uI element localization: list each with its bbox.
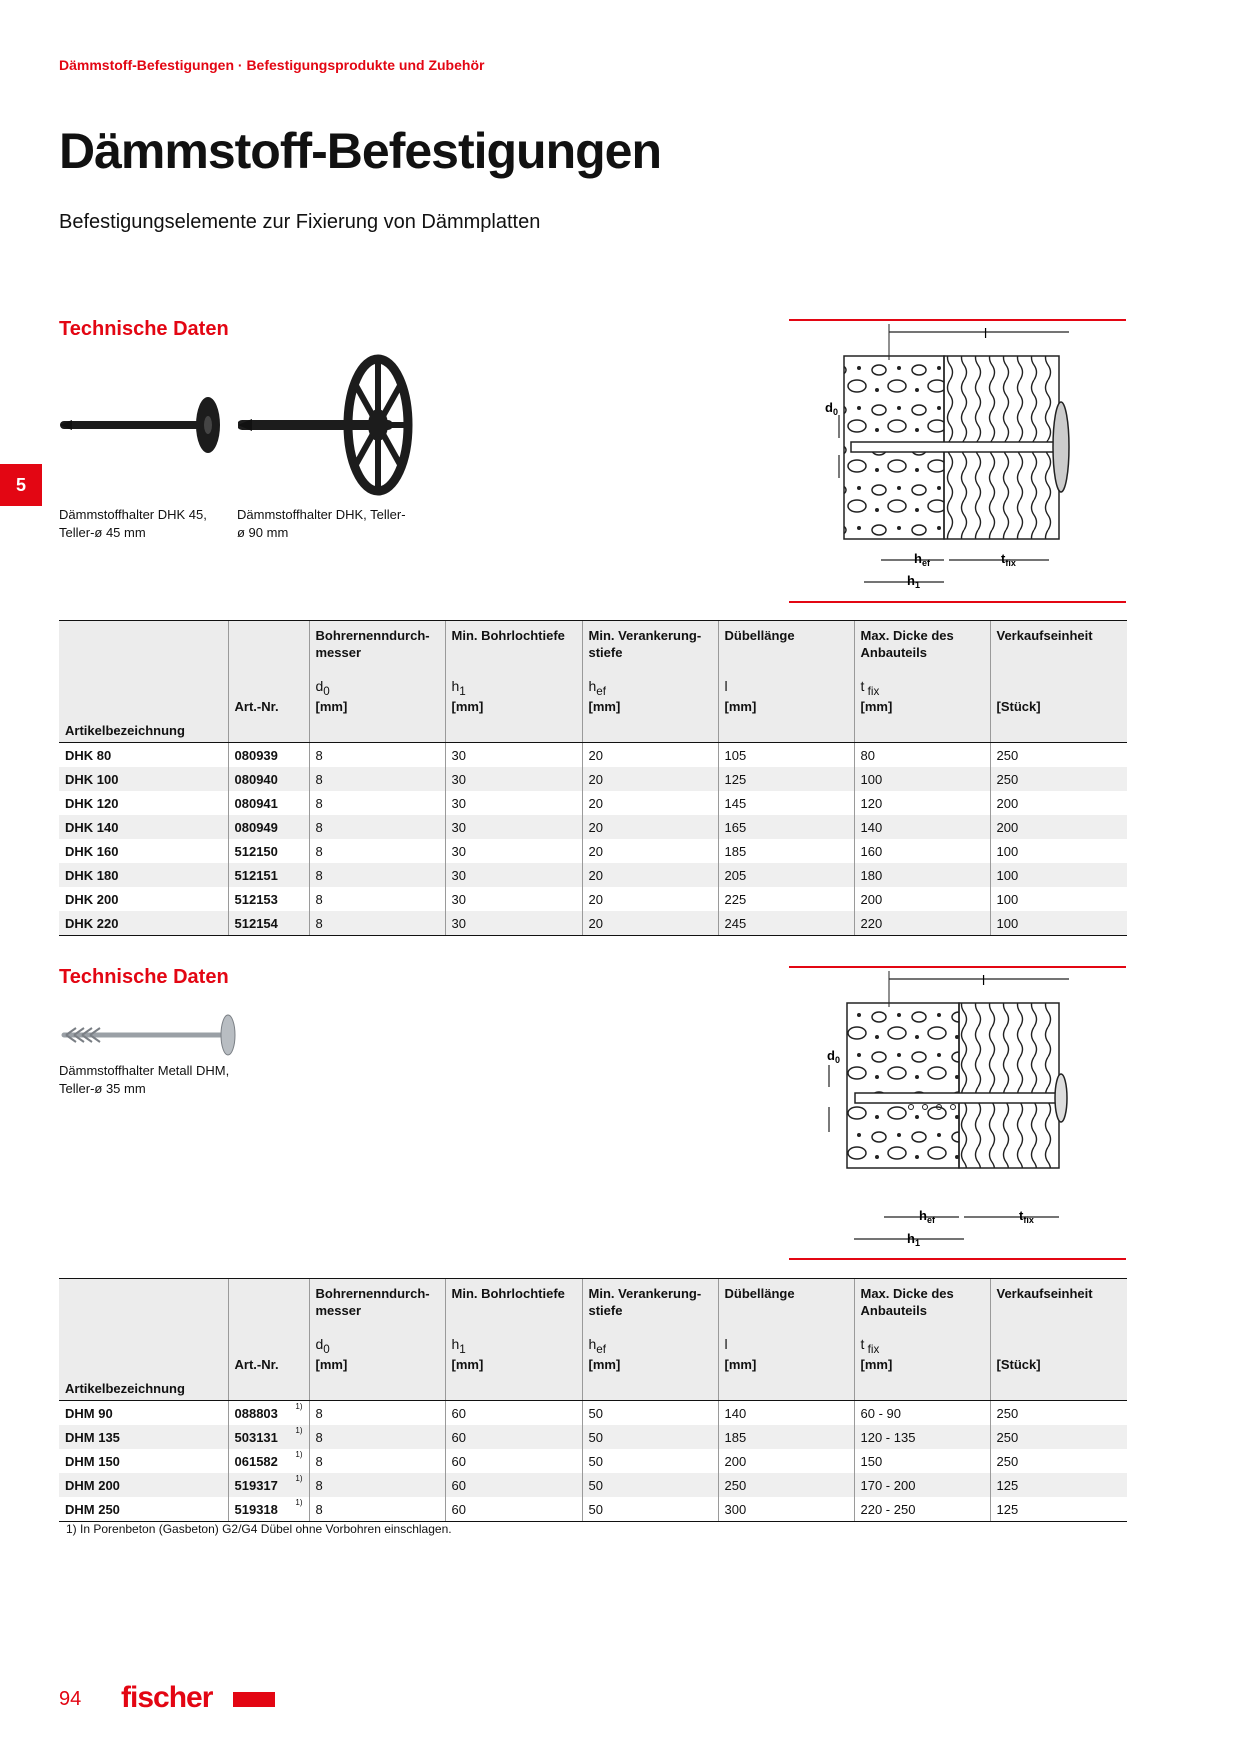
cell-artikel: DHM 90: [65, 1405, 113, 1421]
table-row: [59, 1497, 1127, 1522]
spec-table: [59, 620, 1127, 936]
cell-d0: 8: [309, 1425, 445, 1449]
cell-vk: 125: [990, 1473, 1127, 1497]
cell-h1: 30: [445, 815, 582, 839]
footnote-mark: 1): [295, 1401, 303, 1411]
cell-d0: 8: [309, 743, 445, 768]
cell-vk: 100: [990, 863, 1127, 887]
product-image-dhk90: [238, 350, 418, 510]
header-artnr: Art.-Nr.: [228, 621, 309, 743]
header-artikel: Artikelbezeichnung: [59, 1279, 228, 1401]
cell-vk: 250: [990, 1425, 1127, 1449]
cell-d0: 8: [309, 887, 445, 911]
svg-text:tfix: $t_{fix}$: [1019, 1208, 1034, 1225]
cell-artnr: 519317 1): [228, 1473, 309, 1497]
cell-artikel: DHK 220: [59, 911, 228, 936]
header-col: Min. Verankerung- stiefe $h_{ef}$ [mm]: [582, 621, 718, 743]
label-d0: d: [825, 400, 833, 415]
cell-l: 145: [718, 791, 854, 815]
cell-artnr: 512151: [228, 863, 309, 887]
cell-h1: 30: [445, 743, 582, 768]
cell-h1: 30: [445, 863, 582, 887]
header-col: Min. Bohrlochtiefe $h_1$ [mm]: [445, 1279, 582, 1401]
cell-artnr: 519318 1): [228, 1497, 309, 1522]
cell-tfix: 60 - 90: [854, 1401, 990, 1426]
breadcrumb: Dämmstoff-Befestigungen · Befestigungsprodukte und Zubehör: [59, 57, 485, 73]
brand-logo-mark: [233, 1692, 275, 1707]
cell-artikel: DHK 160: [65, 843, 119, 859]
installation-diagram: [789, 967, 1126, 1257]
cell-d0: 8: [309, 767, 445, 791]
cell-artikel: DHM 200: [59, 1473, 228, 1497]
cell-tfix: 80: [854, 743, 990, 768]
cell-tfix: 120 - 135: [854, 1425, 990, 1449]
cell-vk: 250: [990, 1401, 1127, 1426]
label-d0: d: [827, 1048, 835, 1063]
cell-artnr: 080941: [228, 791, 309, 815]
svg-text:d0: $d_0$: [825, 400, 838, 417]
cell-l: 250: [718, 1473, 854, 1497]
cell-d0: 8: [309, 839, 445, 863]
cell-vk: 100: [990, 911, 1127, 936]
cell-h1: 30: [445, 839, 582, 863]
cell-hef: 50: [582, 1449, 718, 1473]
label-l: l: [984, 325, 988, 341]
header-col: Verkaufseinheit [Stück]: [990, 1279, 1127, 1401]
cell-d0: 8: [309, 911, 445, 936]
header-col: Max. Dicke des Anbauteils t $_{fix}$ [mm]: [854, 1279, 990, 1401]
cell-l: 105: [718, 743, 854, 768]
cell-artikel: DHK 180: [59, 863, 228, 887]
cell-hef: 50: [582, 1473, 718, 1497]
cell-artikel: DHK 200: [65, 891, 119, 907]
cell-h1: 60: [445, 1401, 582, 1426]
cell-artnr: 512150: [228, 839, 309, 863]
cell-tfix: 150: [854, 1449, 990, 1473]
cell-l: 140: [718, 1401, 854, 1426]
cell-artnr: 080939: [228, 743, 309, 768]
cell-d0: 8: [309, 1449, 445, 1473]
cell-l: 165: [718, 815, 854, 839]
cell-l: 185: [718, 839, 854, 863]
table-row: [59, 911, 1127, 936]
cell-artikel: DHK 140: [59, 815, 228, 839]
chapter-tab[interactable]: 5: [0, 464, 42, 506]
label-tfix: t: [1001, 551, 1006, 566]
label-hef: h: [919, 1208, 927, 1223]
diagram-bottom-rule: [789, 601, 1126, 603]
table-row: [59, 791, 1127, 815]
cell-vk: 200: [990, 815, 1127, 839]
cell-l: 185: [718, 1425, 854, 1449]
cell-tfix: 220 - 250: [854, 1497, 990, 1522]
cell-h1: 30: [445, 767, 582, 791]
cell-h1: 60: [445, 1473, 582, 1497]
header-col: Verkaufseinheit [Stück]: [990, 621, 1127, 743]
cell-vk: 250: [990, 743, 1127, 768]
table-row: [59, 1473, 1127, 1497]
brand-logo: fischer: [121, 1681, 213, 1714]
cell-h1: 30: [445, 911, 582, 936]
header-col: Min. Bohrlochtiefe $h_1$ [mm]: [445, 621, 582, 743]
label-tfix: t: [1019, 1208, 1024, 1223]
cell-tfix: 170 - 200: [854, 1473, 990, 1497]
cell-l: 300: [718, 1497, 854, 1522]
cell-artnr: 080949: [228, 815, 309, 839]
cell-hef: 20: [582, 839, 718, 863]
label-h1: h: [907, 573, 915, 588]
svg-text:hef: $h_{ef}$: [914, 551, 930, 568]
cell-l: 245: [718, 911, 854, 936]
cell-artnr: 080940: [228, 767, 309, 791]
cell-artikel: DHM 150: [65, 1453, 120, 1469]
header-col: Max. Dicke des Anbauteils t $_{fix}$ [mm]: [854, 621, 990, 743]
footnote-mark: 1): [295, 1449, 303, 1459]
section-heading: Technische Daten: [59, 318, 229, 340]
cell-h1: 60: [445, 1449, 582, 1473]
header-col: Bohrernenndurch- messer $d_0$ [mm]: [309, 1279, 445, 1401]
cell-artikel: DHM 135: [59, 1425, 228, 1449]
cell-hef: 20: [582, 863, 718, 887]
product-caption: Dämmstoffhalter DHK 45, Teller-ø 45 mm: [59, 507, 207, 540]
cell-artnr: 061582 1): [228, 1449, 309, 1473]
header-col: Dübellänge l [mm]: [718, 621, 854, 743]
svg-text:tfix: $t_{fix}$: [1001, 551, 1016, 568]
cell-vk: 250: [990, 767, 1127, 791]
footnote: 1) In Porenbeton (Gasbeton) G2/G4 Dübel ohne Vorbohren einschlagen.: [66, 1522, 452, 1536]
cell-vk: 200: [990, 791, 1127, 815]
product-caption: Dämmstoffhalter Metall DHM, Teller-ø 35 mm: [59, 1063, 230, 1096]
section-heading: Technische Daten: [59, 966, 229, 988]
svg-text:d0: $d_0$: [827, 1048, 840, 1065]
table-row: [59, 1425, 1127, 1449]
table-row: [59, 863, 1127, 887]
label-l: l: [982, 972, 986, 988]
product-image-dhk45: [60, 380, 220, 480]
footnote-mark: 1): [295, 1497, 303, 1507]
product-caption: Dämmstoffhalter DHK, Teller- ø 90 mm: [237, 507, 406, 540]
cell-h1: 60: [445, 1425, 582, 1449]
cell-vk: 125: [990, 1497, 1127, 1522]
cell-artnr: 503131 1): [228, 1425, 309, 1449]
table-row: [59, 743, 1127, 768]
cell-d0: 8: [309, 1473, 445, 1497]
cell-artikel: DHK 80: [65, 747, 112, 763]
cell-vk: 250: [990, 1449, 1127, 1473]
header-artnr: Art.-Nr.: [228, 1279, 309, 1401]
cell-vk: 100: [990, 839, 1127, 863]
cell-hef: 50: [582, 1401, 718, 1426]
header-col: Dübellänge l [mm]: [718, 1279, 854, 1401]
cell-artnr: 512154: [228, 911, 309, 936]
cell-h1: 30: [445, 887, 582, 911]
spec-table: [59, 1278, 1127, 1522]
cell-hef: 20: [582, 815, 718, 839]
cell-l: 200: [718, 1449, 854, 1473]
label-hef: h: [914, 551, 922, 566]
cell-hef: 50: [582, 1425, 718, 1449]
table-row: [59, 1401, 1127, 1426]
table-row: [59, 767, 1127, 791]
cell-artikel: DHM 250: [59, 1497, 228, 1522]
cell-l: 225: [718, 887, 854, 911]
cell-tfix: 160: [854, 839, 990, 863]
cell-d0: 8: [309, 815, 445, 839]
cell-tfix: 200: [854, 887, 990, 911]
cell-tfix: 120: [854, 791, 990, 815]
table-row: [59, 887, 1127, 911]
cell-tfix: 220: [854, 911, 990, 936]
cell-h1: 30: [445, 791, 582, 815]
cell-hef: 20: [582, 791, 718, 815]
cell-tfix: 140: [854, 815, 990, 839]
cell-l: 125: [718, 767, 854, 791]
cell-vk: 100: [990, 887, 1127, 911]
svg-text:h1: $h_1$: [907, 1231, 920, 1248]
cell-hef: 20: [582, 743, 718, 768]
label-h1: h: [907, 1231, 915, 1246]
installation-diagram: [789, 320, 1126, 600]
footnote-mark: 1): [295, 1425, 303, 1435]
product-image-dhm: [60, 1010, 250, 1060]
page-subtitle: Befestigungselemente zur Fixierung von Dämmplatten: [59, 211, 541, 233]
cell-d0: 8: [309, 791, 445, 815]
diagram-bottom-rule: [789, 1258, 1126, 1260]
cell-hef: 20: [582, 767, 718, 791]
page-number: 94: [59, 1688, 82, 1710]
cell-artnr: 088803 1): [228, 1401, 309, 1426]
svg-text:h1: $h_1$: [907, 573, 920, 590]
cell-h1: 60: [445, 1497, 582, 1522]
cell-hef: 20: [582, 911, 718, 936]
footnote-mark: 1): [295, 1473, 303, 1483]
cell-d0: 8: [309, 1497, 445, 1522]
table-row: [59, 815, 1127, 839]
cell-hef: 20: [582, 887, 718, 911]
cell-hef: 50: [582, 1497, 718, 1522]
cell-l: 205: [718, 863, 854, 887]
table-row: [59, 839, 1127, 863]
cell-artikel: DHK 100: [59, 767, 228, 791]
svg-text:hef: $h_{ef}$: [919, 1208, 935, 1225]
header-col: Min. Verankerung- stiefe $h_{ef}$ [mm]: [582, 1279, 718, 1401]
header-col: Bohrernenndurch- messer $d_0$ [mm]: [309, 621, 445, 743]
cell-artikel: DHK 120: [65, 795, 119, 811]
cell-artnr: 512153: [228, 887, 309, 911]
cell-d0: 8: [309, 863, 445, 887]
page-title: Dämmstoff-Befestigungen: [59, 123, 662, 179]
header-artikel: Artikelbezeichnung: [59, 621, 228, 743]
table-row: [59, 1449, 1127, 1473]
cell-tfix: 180: [854, 863, 990, 887]
cell-tfix: 100: [854, 767, 990, 791]
cell-d0: 8: [309, 1401, 445, 1426]
